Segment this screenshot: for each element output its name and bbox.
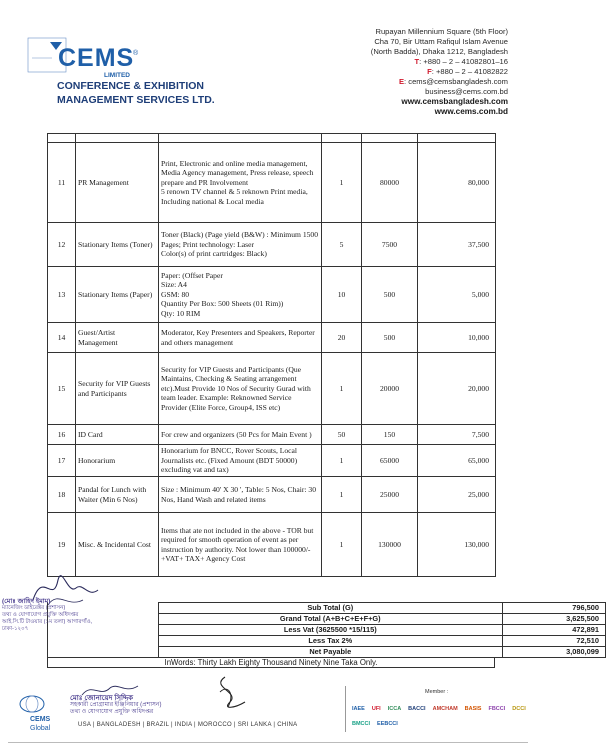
row-serial: 13 — [48, 267, 76, 323]
summary-value: 3,080,099 — [502, 647, 605, 658]
member-logo: ICCA — [387, 705, 402, 712]
row-amount: 5,000 — [418, 267, 496, 323]
row-quantity: 20 — [322, 323, 362, 353]
table-row — [48, 477, 496, 513]
summary-label: Sub Total (G) — [159, 603, 503, 614]
row-serial: 14 — [48, 323, 76, 353]
table-row — [48, 134, 496, 143]
row-amount: 80,000 — [418, 143, 496, 223]
address-line: Rupayan Millennium Square (5th Floor) — [375, 27, 508, 36]
row-amount: 7,500 — [418, 425, 496, 445]
summary-row — [159, 614, 606, 625]
email-secondary: business@cems.com.bd — [425, 87, 508, 96]
table-row — [48, 445, 496, 477]
row-item: Honorarium — [76, 445, 159, 477]
stamp-name: (মোঃ জাহিদ ইমাম) — [2, 598, 51, 605]
member-logo: EEBCCI — [377, 720, 398, 727]
member-logo: UFI — [371, 705, 381, 712]
row-description: Toner (Black) (Page yield (B&W) : Minimum 1500 Pages; Print technology: Laser Color(s) of print cartridges: Black) — [159, 223, 322, 267]
footer-stamp-name: মোঃ জোনায়েদ সিদ্দিক — [70, 695, 134, 702]
row-item: Misc. & Incidental Cost — [76, 513, 159, 577]
row-rate: 20000 — [362, 353, 418, 425]
row-quantity: 10 — [322, 267, 362, 323]
table-row — [48, 143, 496, 223]
footer-stamp-org: তথ্য ও যোগাযোগ প্রযুক্তি অধিদপ্তর — [70, 709, 154, 715]
row-rate: 65000 — [362, 445, 418, 477]
footer-stamp-role: সহকারী প্রোগ্রামার ইঞ্জিনিয়ার (প্রশাসন) — [70, 702, 162, 708]
summary-label: Net Payable — [159, 647, 503, 658]
signature-icon — [200, 672, 260, 712]
row-item: Guest/Artist Management — [76, 323, 159, 353]
row-rate: 500 — [362, 323, 418, 353]
row-quantity: 1 — [322, 513, 362, 577]
footer-countries: USA | BANGLADESH | BRAZIL | INDIA | MOROCCO | SRI LANKA | CHINA — [78, 722, 298, 728]
row-amount: 130,000 — [418, 513, 496, 577]
tel-label: T — [414, 57, 420, 66]
row-serial: 15 — [48, 353, 76, 425]
summary-table — [158, 602, 599, 658]
member-logo: FBCCI — [488, 705, 506, 712]
row-item: Stationary Items (Paper) — [76, 267, 159, 323]
company-address — [298, 27, 508, 117]
member-logo: BASIS — [464, 705, 482, 712]
row-amount: 37,500 — [418, 223, 496, 267]
website-link[interactable]: www.cemsbangladesh.com — [401, 97, 508, 106]
fax-label: F — [427, 67, 432, 76]
cems-global-logo-icon — [12, 690, 72, 730]
email-value: : cems@cemsbangladesh.com — [404, 77, 508, 86]
member-logos — [350, 702, 528, 730]
row-description: Security for VIP Guests and Participants (Que Maintains, Checking & Seating arrangement etc).Must Provide 10 Nos of Security Gurad with team leader. Example: Reknowned Service Provider (Elite Force, Group4, ISS etc) — [159, 353, 322, 425]
member-logo: IAEE — [352, 705, 365, 712]
row-quantity: 1 — [322, 445, 362, 477]
row-description: Size : Minimum 40' X 30 ', Table: 5 Nos, Chair: 30 Nos, Hand Wash and related items — [159, 477, 322, 513]
row-serial: 18 — [48, 477, 76, 513]
row-item: ID Card — [76, 425, 159, 445]
table-row — [48, 267, 496, 323]
amount-in-words: InWords: Thirty Lakh Eighty Thousand Ninety Nine Taka Only. — [47, 657, 495, 668]
member-logo: BMCCI — [352, 720, 371, 727]
stamp-line: ম্যানেজিং ডাইরেক্টর (প্রশাসন) — [2, 605, 66, 611]
row-amount: 65,000 — [418, 445, 496, 477]
footer-rule — [8, 742, 528, 743]
company-name-line2: MANAGEMENT SERVICES LTD. — [57, 94, 215, 106]
row-item: Pandal for Lunch with Waiter (Min 6 Nos) — [76, 477, 159, 513]
logo-limited: LIMITED — [104, 72, 130, 79]
row-description: For crew and organizers (50 Pcs for Main Event ) — [159, 425, 322, 445]
row-rate: 7500 — [362, 223, 418, 267]
email — [298, 77, 508, 87]
summary-value: 472,891 — [502, 625, 605, 636]
row-serial: 12 — [48, 223, 76, 267]
row-serial: 11 — [48, 143, 76, 223]
stamp-line: আই.সি.টি টাওয়ার (১ম তলা) আগারগাঁও, ঢাকা-১২০৭ — [2, 619, 93, 632]
row-serial: 17 — [48, 445, 76, 477]
table-row — [48, 513, 496, 577]
row-rate: 500 — [362, 267, 418, 323]
row-item: PR Management — [76, 143, 159, 223]
logo-wordmark: CEMS — [58, 44, 135, 72]
member-label: Member : — [425, 689, 449, 695]
row-description: Honorarium for BNCC, Rover Scouts, Local Journalists etc. (Fixed Amount (BDT 50000) excluding vat and tax) — [159, 445, 322, 477]
summary-label: Grand Total (A+B+C+E+F+G) — [159, 614, 503, 625]
row-quantity: 1 — [322, 477, 362, 513]
summary-value: 3,625,500 — [502, 614, 605, 625]
row-rate: 130000 — [362, 513, 418, 577]
row-description: Items that ate not included in the above - TOR but required for smooth operation of event as per instruction by authority. Not lower than 100000/- +VAT+ TAX+ Agency Cost — [159, 513, 322, 577]
member-logo: BACCI — [408, 705, 426, 712]
footer-global: Global — [30, 725, 51, 732]
row-rate: 80000 — [362, 143, 418, 223]
row-amount: 10,000 — [418, 323, 496, 353]
row-rate: 150 — [362, 425, 418, 445]
cost-table — [47, 133, 495, 577]
summary-row — [159, 636, 606, 647]
row-serial: 19 — [48, 513, 76, 577]
email-label: E — [398, 77, 405, 86]
registered-mark: ® — [133, 50, 139, 57]
row-serial: 16 — [48, 425, 76, 445]
footer-stamp — [70, 695, 161, 716]
row-quantity: 1 — [322, 353, 362, 425]
member-logo: AMCHAM — [432, 705, 458, 712]
row-rate: 25000 — [362, 477, 418, 513]
summary-label: Less Tax 2% — [159, 636, 503, 647]
row-item: Security for VIP Guests and Participants — [76, 353, 159, 425]
summary-row — [159, 647, 606, 658]
summary-value: 72,510 — [502, 636, 605, 647]
row-description: Paper: (Offset Paper Size: A4 GSM: 80 Quantity Per Box: 500 Sheets (01 Rim)) Qty: 10 RIM — [159, 267, 322, 323]
table-row — [48, 223, 496, 267]
summary-value: 796,500 — [502, 603, 605, 614]
address-line: (North Badda), Dhaka 1212, Bangladesh — [370, 47, 508, 56]
company-name-line1: CONFERENCE & EXHIBITION — [57, 80, 205, 92]
telephone — [298, 57, 508, 67]
tel-value: : +880 – 2 – 41082801–16 — [419, 57, 508, 66]
summary-row — [159, 603, 606, 614]
stamp-line: তথ্য ও যোগাযোগ প্রযুক্তি অধিদপ্তর — [2, 612, 79, 618]
row-quantity: 1 — [322, 143, 362, 223]
row-quantity: 50 — [322, 425, 362, 445]
member-logo: DCCI — [512, 705, 526, 712]
row-amount: 20,000 — [418, 353, 496, 425]
official-stamp — [2, 598, 98, 633]
table-row — [48, 353, 496, 425]
row-quantity: 5 — [322, 223, 362, 267]
summary-label: Less Vat (3625500 *15/115) — [159, 625, 503, 636]
footer-brand: CEMS — [30, 716, 51, 723]
footer-divider — [345, 686, 346, 732]
summary-row — [159, 625, 606, 636]
row-description: Moderator, Key Presenters and Speakers, Reporter and others management — [159, 323, 322, 353]
fax — [298, 67, 508, 77]
table-row — [48, 323, 496, 353]
table-row — [48, 425, 496, 445]
row-amount: 25,000 — [418, 477, 496, 513]
fax-value: : +880 – 2 – 41082822 — [431, 67, 508, 76]
website-link[interactable]: www.cems.com.bd — [434, 107, 508, 116]
row-item: Stationary Items (Toner) — [76, 223, 159, 267]
row-description: Print, Electronic and online media management, Media Agency management, Press release, speech prepare and PR Involvement 5 renown TV channel & 5 reknown Print media, Including national & Local media — [159, 143, 322, 223]
address-line: Cha 70, Bir Uttam Rafiqul Islam Avenue — [374, 37, 508, 46]
